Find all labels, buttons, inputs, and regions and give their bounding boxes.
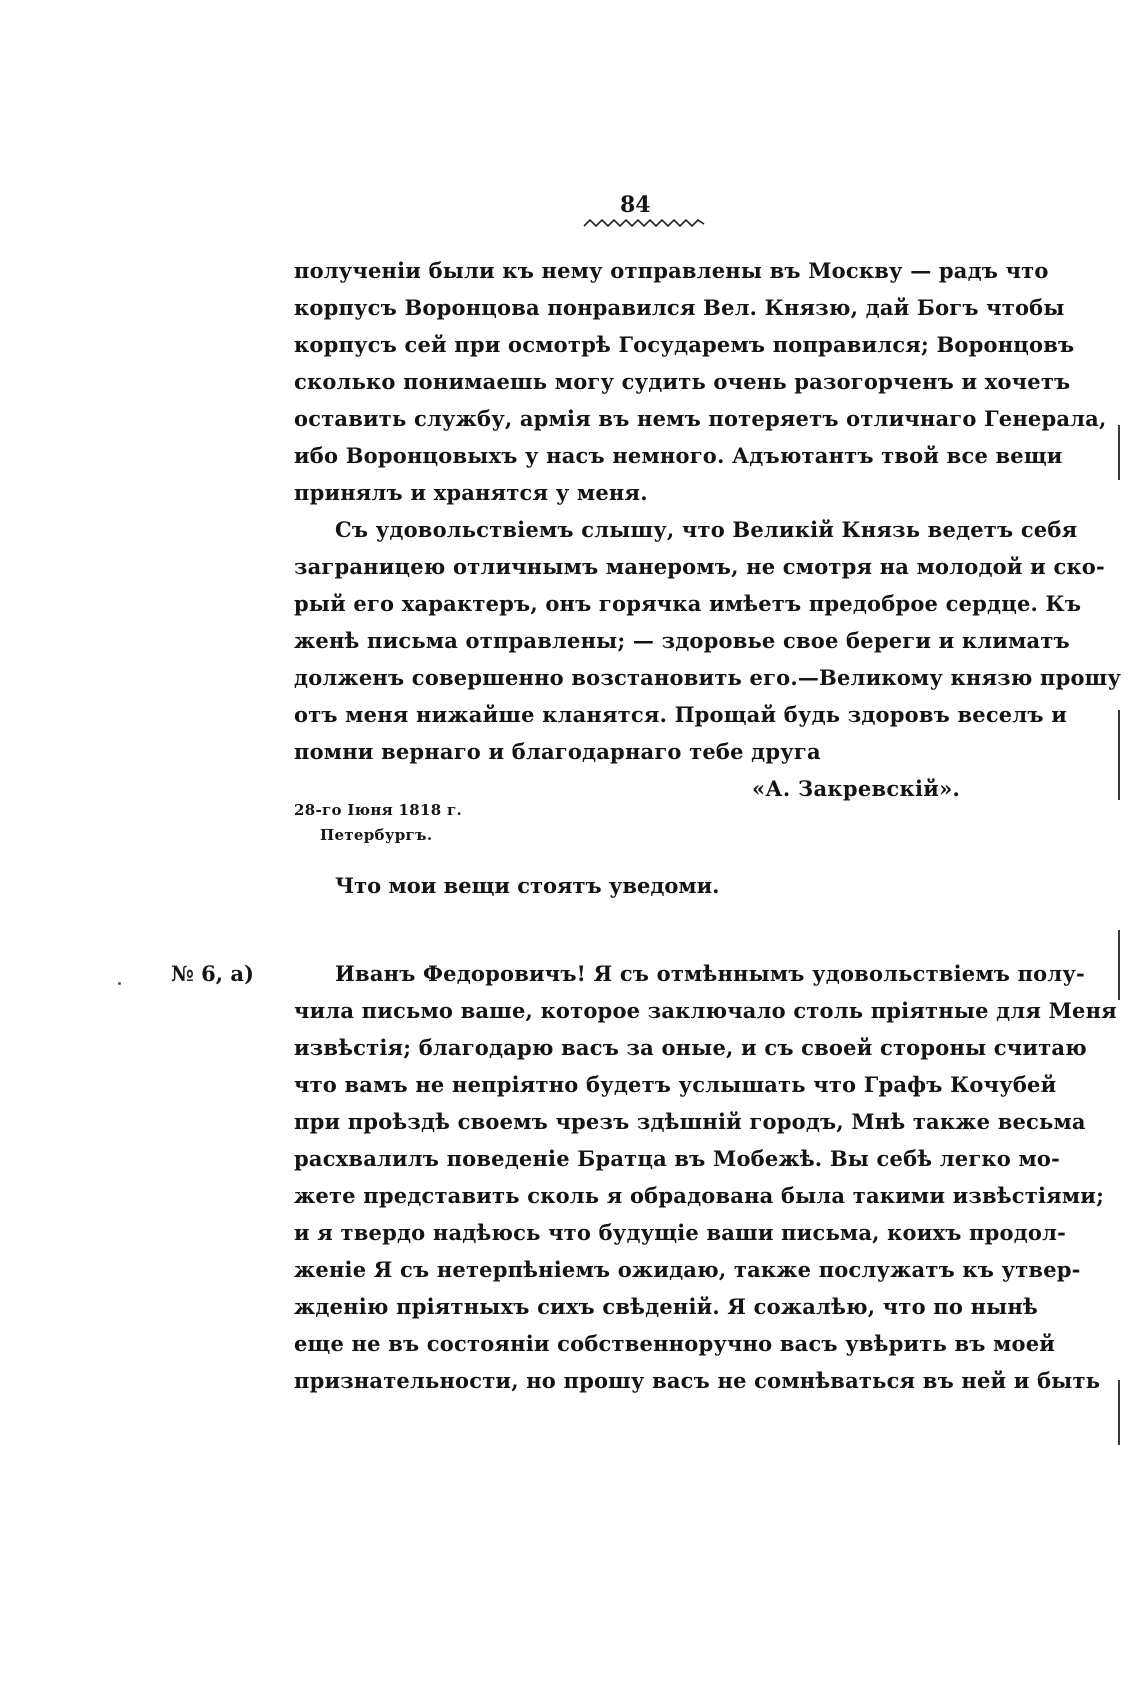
scan-dot-mark bbox=[118, 982, 121, 985]
page-number-ornament bbox=[582, 218, 706, 230]
text-line: Съ удовольствіемъ слышу, что Великій Князь ведетъ себя bbox=[335, 517, 1078, 542]
scan-edge-mark bbox=[1118, 930, 1120, 1000]
text-line: корпусъ Воронцова понравился Вел. Князю, дай Богъ чтобы bbox=[294, 295, 1065, 320]
text-line: жденію пріятныхъ сихъ свѣденій. Я сожалѣю, что по нынѣ bbox=[294, 1294, 1038, 1319]
scan-edge-mark bbox=[1118, 425, 1120, 480]
letter2-body bbox=[294, 955, 1117, 1399]
text-line: расхвалилъ поведеніе Братца въ Мобежѣ. Вы себѣ легко мо- bbox=[294, 1146, 1061, 1171]
text-line: при проѣздѣ своемъ чрезъ здѣшній городъ, Мнѣ также весьма bbox=[294, 1109, 1086, 1134]
text-line: отъ меня нижайше кланятся. Прощай будь здоровъ веселъ и bbox=[294, 702, 1067, 727]
text-line: признательности, но прошу васъ не сомнѣваться въ ней и быть bbox=[294, 1368, 1101, 1393]
text-line: заграницею отличнымъ манеромъ, не смотря на молодой и ско- bbox=[294, 554, 1105, 579]
text-line: корпусъ сей при осмотрѣ Государемъ поправился; Воронцовъ bbox=[294, 332, 1075, 357]
text-line: что вамъ не непріятно будетъ услышать что Графъ Кочубей bbox=[294, 1072, 1057, 1097]
signature: «А. Закревскій». bbox=[752, 776, 961, 801]
text-line: Иванъ Федоровичъ! Я съ отмѣннымъ удовольствіемъ полу- bbox=[335, 961, 1085, 986]
text-line: рый его характеръ, онъ горячка имѣетъ предоброе сердце. Къ bbox=[294, 591, 1082, 616]
text-line: долженъ совершенно возстановить его.—Великому князю прошу bbox=[294, 665, 1122, 690]
page-number: 84 bbox=[620, 192, 651, 218]
letter1-paragraph1 bbox=[294, 252, 1107, 511]
letter-place: Петербургъ. bbox=[320, 826, 433, 844]
text-line: принялъ и хранятся у меня. bbox=[294, 480, 648, 505]
text-line: помни вернаго и благодарнаго тебе друга bbox=[294, 739, 821, 764]
text-line: оставить службу, армія въ немъ потеряетъ отличнаго Генерала, bbox=[294, 406, 1107, 431]
scan-edge-mark bbox=[1118, 710, 1120, 800]
text-line: полученіи были къ нему отправлены въ Москву — радъ что bbox=[294, 258, 1049, 283]
text-line: женѣ письма отправлены; — здоровье свое береги и климатъ bbox=[294, 628, 1070, 653]
text-line: сколько понимаешь могу судить очень разогорченъ и хочетъ bbox=[294, 369, 1071, 394]
text-line: чила письмо ваше, которое заключало столь пріятные для Меня bbox=[294, 998, 1117, 1023]
letter-date: 28-го Іюня 1818 г. bbox=[294, 801, 462, 819]
document-number: № 6, а) bbox=[171, 961, 254, 986]
text-line: женіе Я съ нетерпѣніемъ ожидаю, также послужатъ къ утвер- bbox=[294, 1257, 1081, 1282]
text-line: и я твердо надѣюсь что будущіе ваши письма, коихъ продол- bbox=[294, 1220, 1067, 1245]
text-line: жете представить сколь я обрадована была такими извѣстіями; bbox=[294, 1183, 1105, 1208]
letter1-paragraph2 bbox=[294, 511, 1122, 770]
text-line: ибо Воронцовыхъ у насъ немного. Адъютантъ твой все вещи bbox=[294, 443, 1063, 468]
scan-edge-mark bbox=[1118, 1380, 1120, 1445]
text-line: еще не въ состояніи собственноручно васъ увѣрить въ моей bbox=[294, 1331, 1056, 1356]
text-line: извѣстія; благодарю васъ за оные, и съ своей стороны считаю bbox=[294, 1035, 1087, 1060]
postscript: Что мои вещи стоятъ уведоми. bbox=[335, 873, 720, 898]
